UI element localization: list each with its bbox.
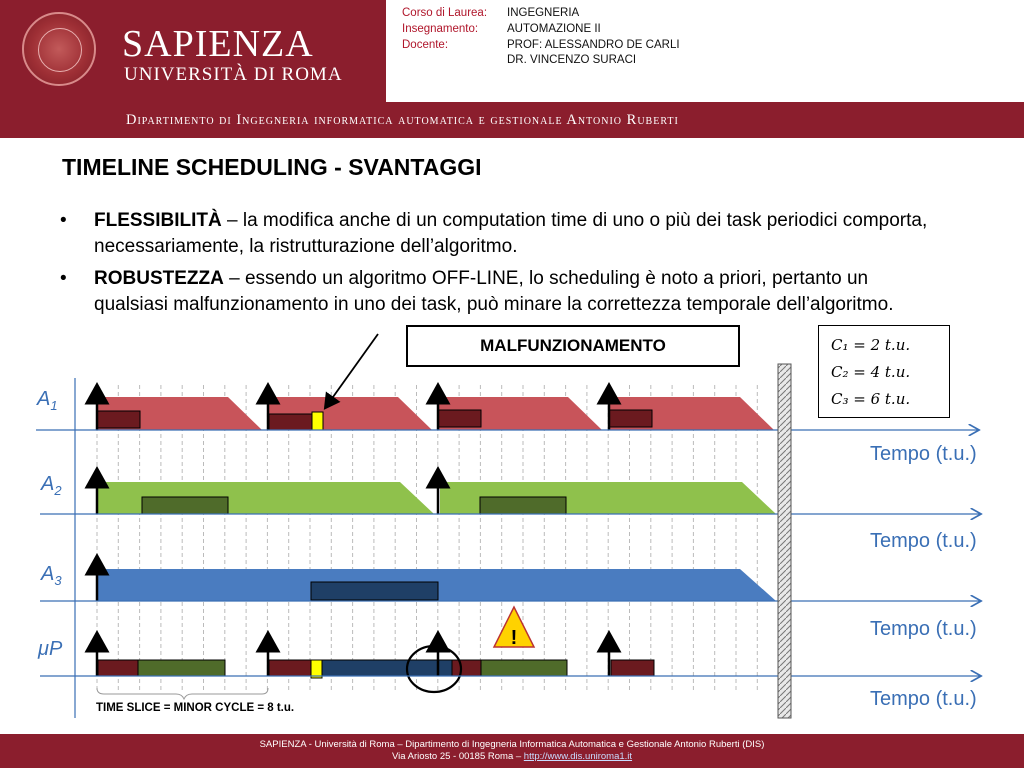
up-fault-segment	[311, 660, 322, 678]
axis-label-a2: Tempo (t.u.)	[870, 530, 977, 552]
fault-segment	[312, 412, 323, 430]
slide-title: TIMELINE SCHEDULING - SVANTAGGI	[62, 154, 482, 180]
task2-execution	[480, 497, 566, 514]
up-exec-task1	[98, 660, 138, 676]
task1-execution	[97, 411, 140, 428]
bullet-text: – essendo un algoritmo OFF-LINE, lo scheduling è noto a priori, pertanto un qualsiasi malfunzionamento in uno dei task, può minare la correttezza temporale dell’algoritmo.	[94, 268, 894, 315]
computation-time-c2: C₂ = 4 t.u.	[831, 363, 911, 381]
brand-name: SAPIENZA	[122, 23, 314, 65]
axis-label-up: Tempo (t.u.)	[870, 688, 977, 710]
task2-execution	[142, 497, 228, 514]
subject-value: AUTOMAZIONE II	[507, 23, 601, 35]
computation-time-c1: C₁ = 2 t.u.	[831, 336, 911, 354]
teacher-value: PROF: ALESSANDRO DE CARLI	[507, 39, 680, 51]
course-value: INGEGNERIA	[507, 7, 580, 19]
axis-label-a3: Tempo (t.u.)	[870, 618, 977, 640]
subject-label: Insegnamento:	[402, 23, 479, 35]
course-label: Corso di Laurea:	[402, 7, 488, 19]
footer-link[interactable]: http://www.dis.uniroma1.it	[523, 751, 633, 762]
task1-execution	[609, 410, 652, 427]
axis-label-a1: Tempo (t.u.)	[870, 443, 977, 465]
up-exec-task2	[138, 660, 225, 676]
footer-line2: Via Ariosto 25 - 00185 Roma –	[391, 751, 524, 762]
task1-execution	[269, 414, 312, 430]
up-exec-task2	[481, 660, 567, 676]
row-label-up: μP	[38, 638, 63, 660]
brand-subtitle: UNIVERSITÀ DI ROMA	[124, 64, 343, 85]
teacher-label: Docente:	[402, 39, 449, 51]
bullet-term: FLESSIBILITÀ	[94, 210, 222, 231]
row-label-a3: $A_3$	[41, 563, 62, 588]
department-name: Dipartimento di Ingegneria informatica automatica e gestionale Antonio Ruberti	[126, 112, 679, 128]
row-label-a1: $A_1$	[37, 388, 58, 413]
up-exec-task1	[611, 660, 654, 676]
teacher2-value: DR. VINCENZO SURACI	[507, 54, 637, 66]
bullet-text: – la modifica anche di un computation time di uno o più dei task periodici comporta, necessariamente, la ristrutturazione dell’algoritmo.	[94, 210, 928, 257]
task1-execution	[438, 410, 481, 427]
computation-time-c3: C₃ = 6 t.u.	[831, 390, 911, 408]
footer	[0, 734, 1024, 768]
footer-line1: SAPIENZA - Università di Roma – Dipartimento di Ingegneria Informatica Automatica e Gestionale Antonio Ruberti (DIS)	[259, 739, 765, 750]
up-exec-task1	[452, 660, 481, 676]
time-grid	[97, 385, 757, 690]
row-label-a2: $A_2$	[41, 473, 62, 498]
computation-times-box	[818, 325, 950, 418]
hatched-end-bar	[778, 364, 791, 718]
up-exec-task1	[269, 660, 311, 676]
time-slice-note: TIME SLICE = MINOR CYCLE = 8 t.u.	[96, 702, 295, 714]
bullet-term: ROBUSTEZZA	[94, 268, 224, 289]
up-exec-task3	[322, 660, 452, 676]
warning-symbol: !	[510, 627, 518, 649]
task3-execution	[311, 582, 438, 600]
malfunction-label: MALFUNZIONAMENTO	[406, 325, 740, 367]
